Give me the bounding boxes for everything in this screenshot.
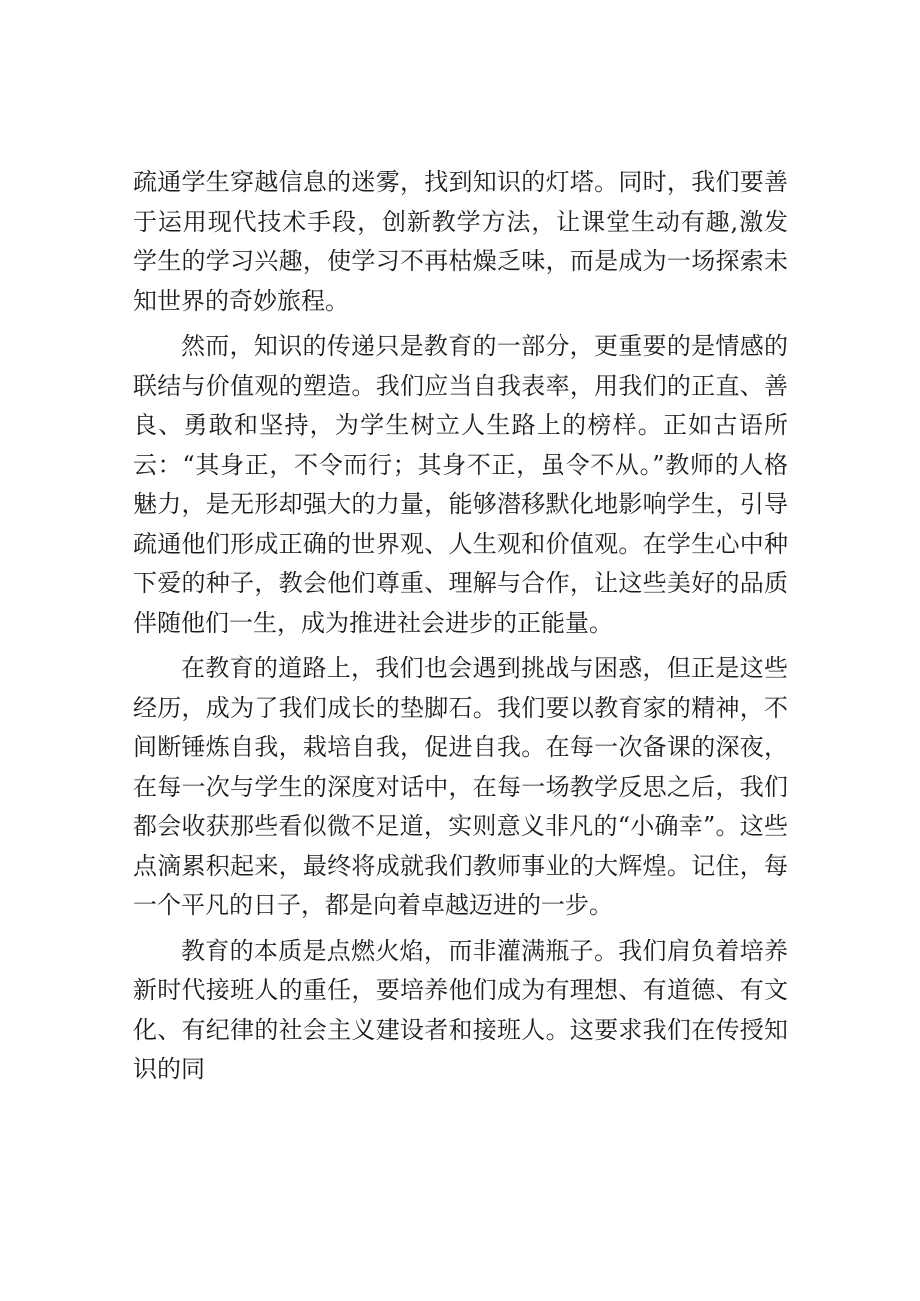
document-body xyxy=(133,163,788,1096)
paragraph: 在教育的道路上，我们也会遇到挑战与困惑，但正是这些经历，成为了我们成长的垫脚石。我们要以教育家的精神，不间断锤炼自我，栽培自我，促进自我。在每一次备课的深夜，在每一次与学生的深度对话中，在每一场教学反思之后，我们都会收获那些看似微不足道，实则意义非凡的“小确幸”。这些点滴累积起来，最终将成就我们教师事业的大辉煌。记住，每一个平凡的日子，都是向着卓越迈进的一步。 xyxy=(133,654,788,919)
paragraph: 然而，知识的传递只是教育的一部分，更重要的是情感的联结与价值观的塑造。我们应当自我表率，用我们的正直、善良、勇敢和坚持，为学生树立人生路上的榜样。正如古语所云：“其身正，不令而行；其身不正，虽令不从。”教师的人格魅力，是无形却强大的力量，能够潜移默化地影响学生，引导疏通他们形成正确的世界观、人生观和价值观。在学生心中种下爱的种子，教会他们尊重、理解与合作，让这些美好的品质伴随他们一生，成为推进社会进步的正能量。 xyxy=(133,332,788,637)
paragraph-continuation: 疏通学生穿越信息的迷雾，找到知识的灯塔。同时，我们要善于运用现代技术手段，创新教学方法，让课堂生动有趣,激发学生的学习兴趣，使学习不再枯燥乏味，而是成为一场探索未知世界的奇妙旅程。 xyxy=(133,168,788,315)
paragraph: 教育的本质是点燃火焰，而非灌满瓶子。我们肩负着培养新时代接班人的重任，要培养他们成为有理想、有道德、有文化、有纪律的社会主义建设者和接班人。这要求我们在传授知识的同 xyxy=(133,936,788,1083)
